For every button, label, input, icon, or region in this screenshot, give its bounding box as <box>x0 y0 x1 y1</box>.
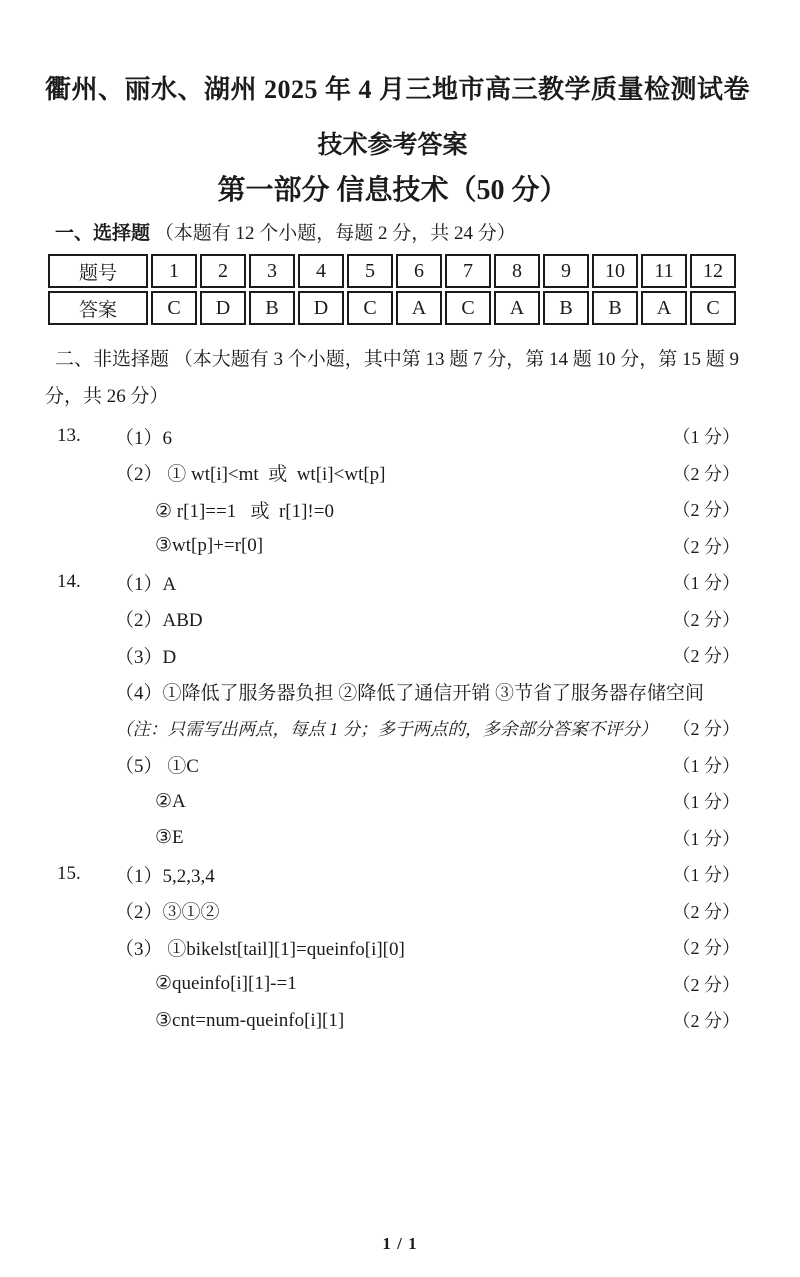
table-cell: D <box>200 291 246 325</box>
answer-row-13-2-2 <box>57 491 740 528</box>
answer-text: ② r[1]==1 或 r[1]!=0 <box>155 500 334 522</box>
score-label: （2 分） <box>672 500 740 521</box>
table-cell: 8 <box>494 254 540 288</box>
table-cell: C <box>347 291 393 325</box>
table-cell: C <box>445 291 491 325</box>
table-row-question-numbers <box>48 254 736 288</box>
answer-row-15-3-1 <box>57 929 740 966</box>
answer-row-13-2-1 <box>57 455 740 492</box>
section2-heading-note: （本大题有 3 个小题，其中第 13 题 7 分，第 14 题 10 分，第 15 题 9 <box>173 349 740 370</box>
answer-text: ③cnt=num-queinfo[i][1] <box>155 1009 345 1031</box>
table-cell: 7 <box>445 254 491 288</box>
table-header-cell: 答案 <box>48 291 148 325</box>
answer-row-14-2 <box>57 601 740 638</box>
score-label: （1 分） <box>672 828 740 849</box>
table-cell: 10 <box>592 254 638 288</box>
score-label: （2 分） <box>672 938 740 959</box>
answer-text: ③wt[p]+=r[0] <box>155 535 264 557</box>
document-subtitle: 技术参考答案 <box>317 132 468 159</box>
answer-row-14-4 <box>57 674 740 711</box>
table-cell: A <box>396 291 442 325</box>
answer-row-14-1 <box>57 564 740 601</box>
answer-rows <box>45 418 740 1039</box>
grading-note-text: （注：只需写出两点，每点 1 分；多于两点的，多余部分答案不评分） <box>115 718 658 739</box>
section2-heading-label: 二、非选择题 <box>55 349 170 370</box>
score-label: （1 分） <box>672 865 740 886</box>
table-cell: A <box>641 291 687 325</box>
table-cell: 9 <box>543 254 589 288</box>
score-label: （2 分） <box>672 536 740 557</box>
score-label: （2 分） <box>672 974 740 995</box>
answer-row-14-4-note <box>57 710 740 747</box>
page-number: 1 / 1 <box>382 1234 418 1253</box>
answer-text: （1）5,2,3,4 <box>115 865 215 887</box>
answer-row-14-5-1 <box>57 747 740 784</box>
answer-row-13-1 <box>57 418 740 455</box>
part-heading: 第一部分 信息技术（50 分） <box>217 175 568 206</box>
answer-text: （2）ABD <box>115 610 203 632</box>
table-cell: 3 <box>249 254 295 288</box>
answer-row-13-2-3 <box>57 528 740 565</box>
answer-text: （3） ①bikelst[tail][1]=queinfo[i][0] <box>115 938 405 960</box>
table-cell: 4 <box>298 254 344 288</box>
score-label: （1 分） <box>672 573 740 594</box>
answer-text: （5） ①C <box>115 756 199 778</box>
answer-text: ③E <box>155 827 184 849</box>
table-cell: B <box>592 291 638 325</box>
answer-key-table <box>45 251 739 328</box>
answer-row-15-1 <box>57 856 740 893</box>
section1-heading-note: （本题有 12 个小题，每题 2 分，共 24 分） <box>154 223 516 244</box>
score-label: （2 分） <box>672 463 740 484</box>
answer-row-15-3-2 <box>57 966 740 1003</box>
answer-row-14-3 <box>57 637 740 674</box>
table-cell: 6 <box>396 254 442 288</box>
answer-row-15-2 <box>57 893 740 930</box>
score-label: （1 分） <box>672 755 740 776</box>
answer-row-15-3-3 <box>57 1002 740 1039</box>
section2-heading-note-continued: 分，共 26 分） <box>45 386 169 407</box>
score-label: （2 分） <box>672 646 740 667</box>
question-number: 15. <box>57 863 81 885</box>
answer-text: ②A <box>155 790 186 812</box>
score-label: （2 分） <box>672 609 740 630</box>
section1-heading-label: 一、选择题 <box>55 223 151 244</box>
table-cell: 12 <box>690 254 736 288</box>
table-cell: B <box>543 291 589 325</box>
answer-text: （2） ① wt[i]<mt 或 wt[i]<wt[p] <box>115 464 386 486</box>
table-cell: A <box>494 291 540 325</box>
score-label: （2 分） <box>672 719 740 740</box>
score-label: （1 分） <box>672 792 740 813</box>
answer-text: （1）6 <box>115 427 173 449</box>
table-cell: C <box>151 291 197 325</box>
score-label: （2 分） <box>672 901 740 922</box>
section1-heading <box>55 221 740 246</box>
question-number: 14. <box>57 571 81 593</box>
table-cell: D <box>298 291 344 325</box>
answer-text: （2）③①② <box>115 902 220 924</box>
table-cell: B <box>249 291 295 325</box>
answer-text: （4）①降低了服务器负担 ②降低了通信开销 ③节省了服务器存储空间 <box>115 683 705 705</box>
table-cell: 5 <box>347 254 393 288</box>
answer-text: （1）A <box>115 573 177 595</box>
section2-heading <box>45 341 740 415</box>
table-header-cell: 题号 <box>48 254 148 288</box>
document-title: 衢州、丽水、湖州 2025 年 4 月三地市高三教学质量检测试卷 <box>45 75 751 104</box>
table-cell: 11 <box>641 254 687 288</box>
answer-row-14-5-2 <box>57 783 740 820</box>
score-label: （1 分） <box>672 427 740 448</box>
table-cell: C <box>690 291 736 325</box>
question-number: 13. <box>57 425 81 447</box>
answer-row-14-5-3 <box>57 820 740 857</box>
score-label: （2 分） <box>672 1011 740 1032</box>
answer-text: （3）D <box>115 646 177 668</box>
table-row-answers <box>48 291 736 325</box>
table-cell: 1 <box>151 254 197 288</box>
document-page <box>0 73 800 1277</box>
table-cell: 2 <box>200 254 246 288</box>
answer-text: ②queinfo[i][1]-=1 <box>155 973 297 995</box>
